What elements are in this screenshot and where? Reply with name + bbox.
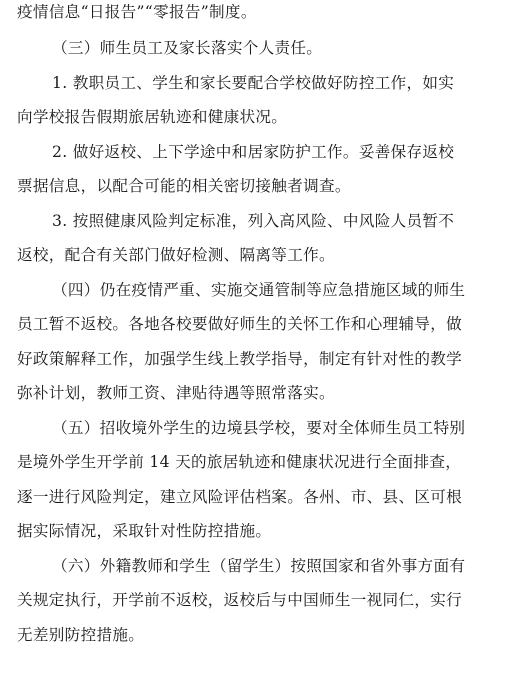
text-line: 据实际情况，采取针对性防控措施。 xyxy=(17,522,272,540)
text-line: 1. 教职员工、学生和家长要配合学校做好防控工作，如实 xyxy=(52,74,455,92)
text-line: 弥补计划，教师工资、津贴待遇等照常落实。 xyxy=(17,384,335,402)
text-line: 向学校报告假期旅居轨迹和健康状况。 xyxy=(17,108,288,126)
text-line: 是境外学生开学前 14 天的旅居轨迹和健康状况进行全面排查， xyxy=(17,453,462,471)
text-line: 逐一进行风险判定，建立风险评估档案。各州、市、县、区可根 xyxy=(17,488,463,506)
text-line: 疫情信息“日报告”“零报告”制度。 xyxy=(17,3,257,21)
text-line: 无差别防控措施。 xyxy=(17,626,145,644)
section-heading-6: （六）外籍教师和学生（留学生）按照国家和省外事方面有 xyxy=(52,557,466,575)
text-line: 2. 做好返校、上下学途中和居家防护工作。妥善保存返校 xyxy=(52,143,455,161)
section-heading-5: （五）招收境外学生的边境县学校，要对全体师生员工特别 xyxy=(52,419,466,437)
text-line: 关规定执行，开学前不返校，返校后与中国师生一视同仁，实行 xyxy=(17,591,463,609)
text-line: 好政策解释工作，加强学生线上教学指导，制定有针对性的教学 xyxy=(17,350,463,368)
section-heading-4: （四）仍在疫情严重、实施交通管制等应急措施区域的师生 xyxy=(52,281,466,299)
text-line: 员工暂不返校。各地各校要做好师生的关怀工作和心理辅导，做 xyxy=(17,315,463,333)
text-line: 3. 按照健康风险判定标准，列入高风险、中风险人员暂不 xyxy=(52,212,455,230)
text-line: 票据信息，以配合可能的相关密切接触者调查。 xyxy=(17,177,351,195)
section-heading-3: （三）师生员工及家长落实个人责任。 xyxy=(52,39,323,57)
text-line: 返校，配合有关部门做好检测、隔离等工作。 xyxy=(17,246,335,264)
